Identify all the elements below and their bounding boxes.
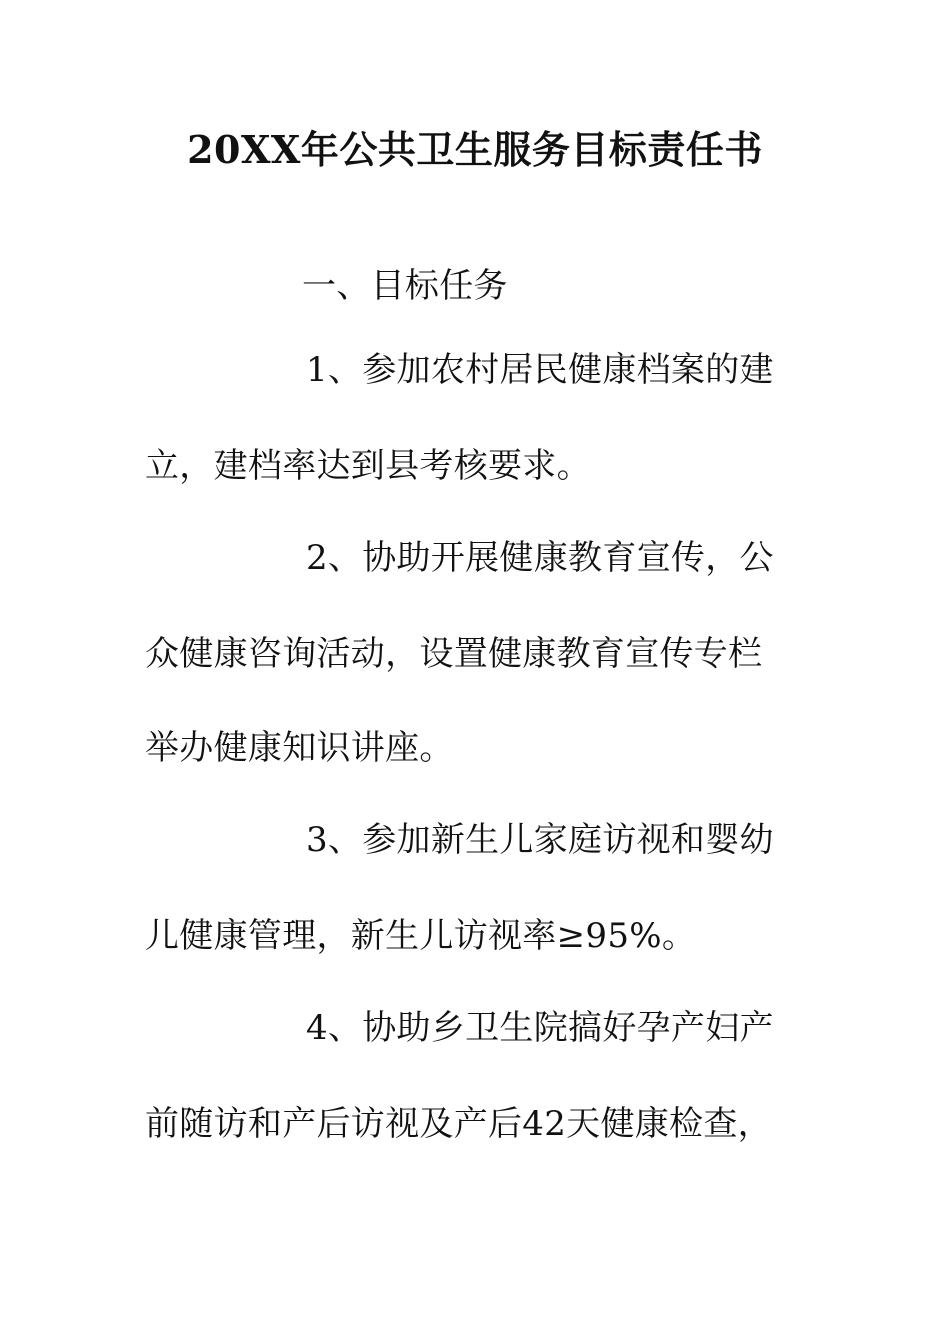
item-1-line-1: 1、参加农村居民健康档案的建 [306,350,774,390]
item-2-line-1: 2、协助开展健康教育宣传，公 [306,538,774,578]
item-2-line-2: 众健康咨询活动，设置健康教育宣传专栏 [145,634,763,674]
item-3-line-1: 3、参加新生儿家庭访视和婴幼 [306,820,774,860]
item-2-line-3: 举办健康知识讲座。 [145,728,454,768]
item-3-line-2: 儿健康管理，新生儿访视率≥95%。 [145,916,697,956]
section-heading: 一、目标任务 [302,266,508,306]
item-4-line-1: 4、协助乡卫生院搞好孕产妇产 [306,1008,774,1048]
document-title: 20XX年公共卫生服务目标责任书 [187,127,763,172]
item-1-line-2: 立，建档率达到县考核要求。 [145,446,591,486]
item-4-line-2: 前随访和产后访视及产后42天健康检查， [145,1104,772,1144]
